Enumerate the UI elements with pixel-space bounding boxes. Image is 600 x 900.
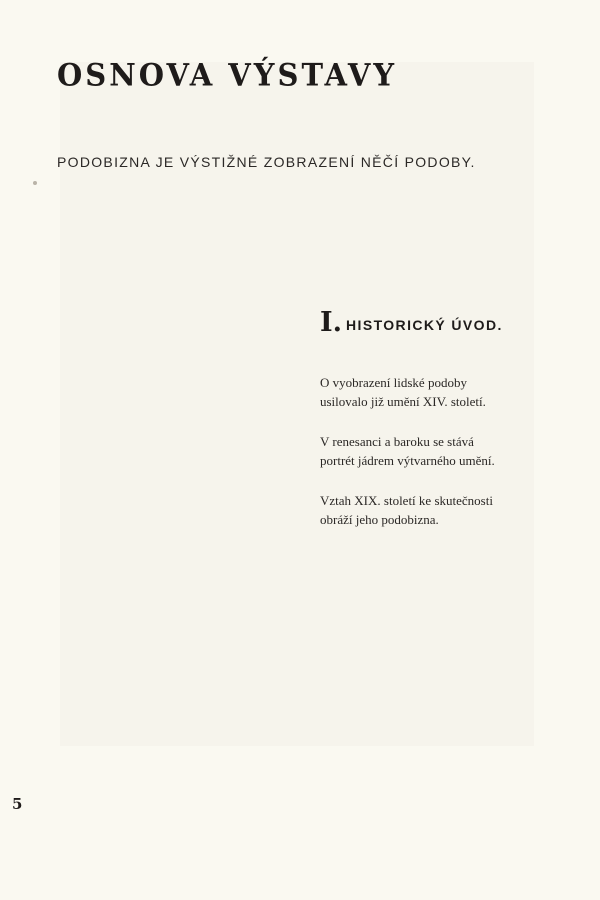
page-subtitle: PODOBIZNA JE VÝSTIŽNÉ ZOBRAZENÍ NĚČÍ PODOBY. — [57, 154, 476, 170]
paper-speck — [33, 181, 37, 185]
paragraph: O vyobrazení lidské podoby usilovalo již umění XIV. století. — [320, 375, 486, 409]
section-title: HISTORICKÝ ÚVOD. — [346, 317, 503, 333]
section-numeral: I. — [320, 307, 343, 338]
page-number: 5 — [12, 795, 23, 813]
paragraph: Vztah XIX. století ke skutečnosti obráží jeho podobizna. — [320, 493, 493, 527]
section-heading — [320, 307, 503, 338]
page-title: OSNOVA VÝSTAVY — [57, 57, 398, 93]
paragraph: V renesanci a baroku se stává portrét jádrem výtvarného umění. — [320, 434, 495, 468]
section-body — [320, 373, 550, 550]
